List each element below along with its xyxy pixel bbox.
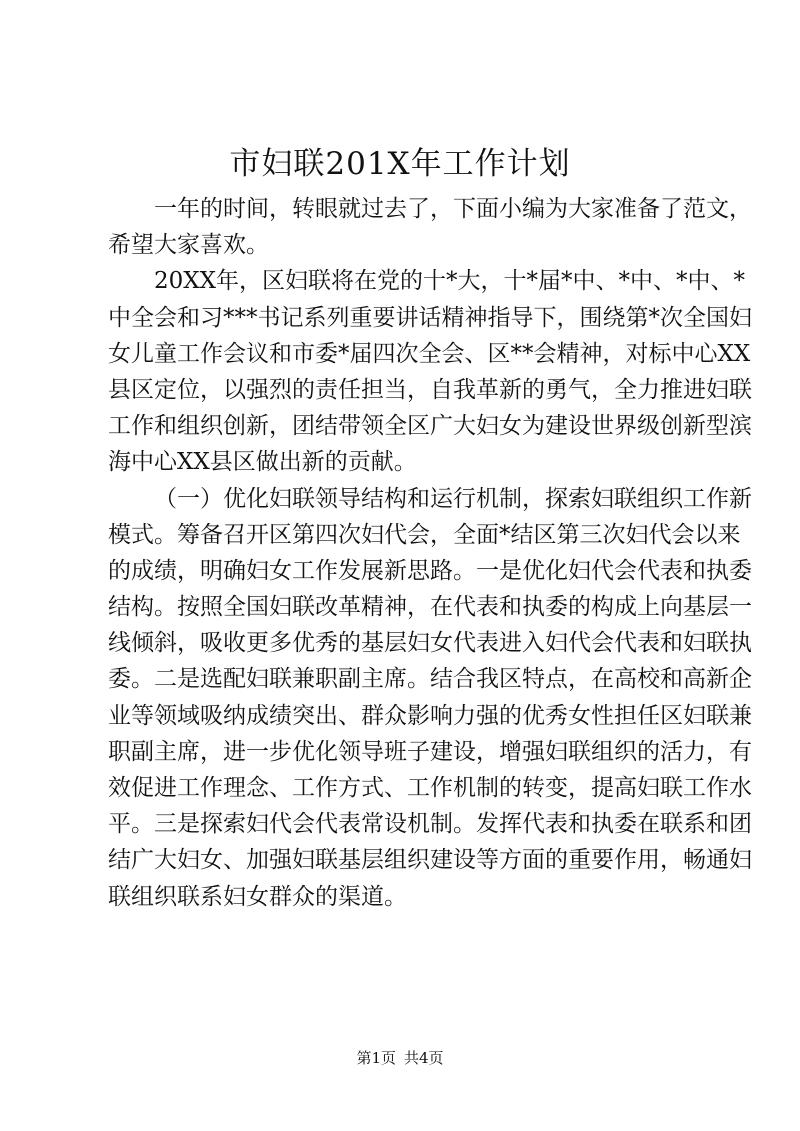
text-line: 希望大家喜欢。 <box>108 232 269 259</box>
document-title: 市妇联201X年工作计划 <box>229 146 571 182</box>
text-line: 联组织联系妇女群众的渠道。 <box>108 883 407 910</box>
text-line: 一年的时间，转眼就过去了，下面小编为大家准备了范文， <box>154 196 752 222</box>
page-number: 第1页 <box>356 1049 396 1067</box>
text-line: 模式。筹备召开区第四次妇代会，全面*结区第三次妇代会以来 <box>108 521 741 548</box>
text-line: 工作和组织创新，团结带领全区广大妇女为建设世界级创新型滨 <box>108 413 752 440</box>
text-line: 的成绩，明确妇女工作发展新思路。一是优化妇代会代表和执委 <box>108 557 752 584</box>
text-line: 效促进工作理念、工作方式、工作机制的转变，提高妇联工作水 <box>108 775 752 801</box>
page-total: 共4页 <box>404 1049 444 1067</box>
page-footer <box>0 1048 800 1068</box>
document-body <box>108 191 752 915</box>
text-line: 平。三是探索妇代会代表常设机制。发挥代表和执委在联系和团 <box>108 811 752 838</box>
text-line: 县区定位，以强烈的责任担当，自我革新的勇气，全力推进妇联 <box>108 376 752 403</box>
text-line: 女儿童工作会议和市委*届四次全会、区**会精神，对标中心XX <box>108 340 751 367</box>
text-line: 中全会和习***书记系列重要讲话精神指导下，围绕第*次全国妇 <box>108 304 752 331</box>
text-line: 结构。按照全国妇联改革精神，在代表和执委的构成上向基层一 <box>108 594 752 621</box>
paragraph-section-one <box>108 481 752 915</box>
text-line: 结广大妇女、加强妇联基层组织建设等方面的重要作用，畅通妇 <box>108 847 752 874</box>
paragraph-overview <box>108 263 752 480</box>
text-line: 业等领域吸纳成绩突出、群众影响力强的优秀女性担任区妇联兼 <box>108 702 752 729</box>
text-line: 线倾斜，吸收更多优秀的基层妇女代表进入妇代会代表和妇联执 <box>108 630 752 657</box>
text-line: 委。二是选配妇联兼职副主席。结合我区特点，在高校和高新企 <box>108 666 752 693</box>
text-line: 20XX年，区妇联将在党的十*大，十*届*中、*中、*中、* <box>154 268 746 295</box>
paragraph-intro <box>108 191 752 263</box>
text-line: 职副主席，进一步优化领导班子建设，增强妇联组织的活力，有 <box>108 738 752 765</box>
text-line: 海中心XX县区做出新的贡献。 <box>108 449 417 476</box>
text-line: （一）优化妇联领导结构和运行机制，探索妇联组织工作新 <box>154 485 752 512</box>
